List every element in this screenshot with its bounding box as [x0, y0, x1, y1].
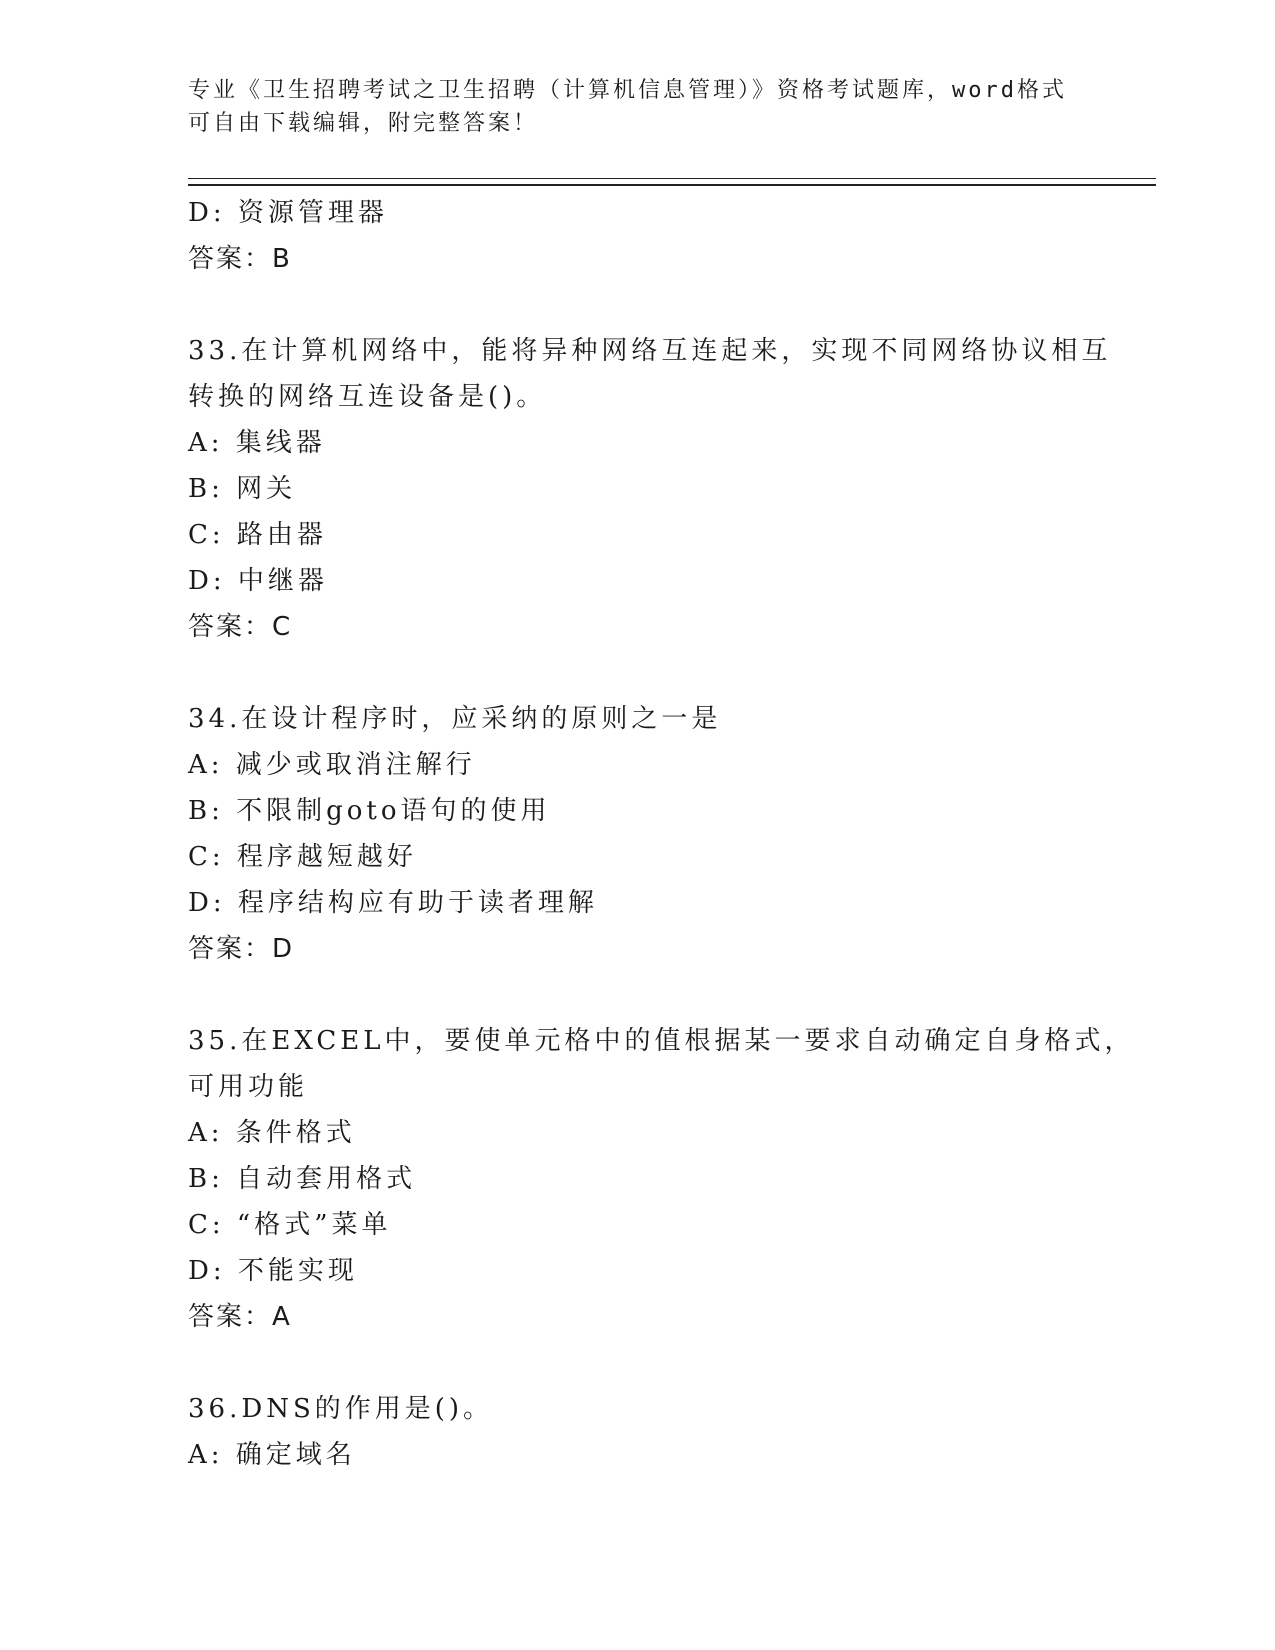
question-stem: 转换的网络互连设备是()。	[188, 382, 547, 412]
answer-line: 答案：C	[188, 612, 293, 642]
option-a: A: 条件格式	[188, 1118, 356, 1148]
question-stem: 35.在EXCEL中，要使单元格中的值根据某一要求自动确定自身格式，	[188, 1026, 1135, 1056]
answer-line: 答案：B	[188, 244, 292, 274]
question-35	[188, 1018, 1135, 1340]
option-d: D: 不能实现	[188, 1256, 358, 1286]
option-b: B: 自动套用格式	[188, 1164, 417, 1194]
spacer	[188, 972, 1088, 1018]
answer-line: 答案：D	[188, 934, 295, 964]
header-line-2: 可自由下载编辑，附完整答案！	[188, 111, 539, 136]
option-c: C: 路由器	[188, 520, 327, 550]
option-c: C: “格式”菜单	[188, 1210, 392, 1240]
answer-line: 答案：A	[188, 1302, 292, 1332]
option-b: B: 不限制goto语句的使用	[188, 796, 551, 826]
question-list	[188, 190, 1135, 1478]
option-a: A: 确定域名	[188, 1440, 356, 1470]
question-34	[188, 696, 1088, 972]
option-a: A: 集线器	[188, 428, 326, 458]
spacer	[188, 650, 1088, 696]
spacer	[188, 282, 1088, 328]
question-stem: 36.DNS的作用是()。	[188, 1394, 494, 1424]
header-line-1: 专业《卫生招聘考试之卫生招聘（计算机信息管理）》资格考试题库，word格式	[188, 78, 1067, 103]
question-stem: 34.在设计程序时，应采纳的原则之一是	[188, 704, 722, 734]
question-stem: 可用功能	[188, 1072, 309, 1102]
spacer	[188, 1340, 1088, 1386]
option-d: D: 程序结构应有助于读者理解	[188, 888, 598, 918]
question-33	[188, 328, 1112, 650]
document-header	[188, 74, 1088, 140]
option-d: D: 中继器	[188, 566, 328, 596]
option-c: C: 程序越短越好	[188, 842, 417, 872]
option-b: B: 网关	[188, 474, 297, 504]
option-line: D: 资源管理器	[188, 198, 388, 228]
header-divider	[188, 178, 1156, 186]
question-36	[188, 1386, 1088, 1478]
question-stem: 33.在计算机网络中，能将异种网络互连起来，实现不同网络协议相互	[188, 336, 1112, 366]
option-a: A: 减少或取消注解行	[188, 750, 476, 780]
